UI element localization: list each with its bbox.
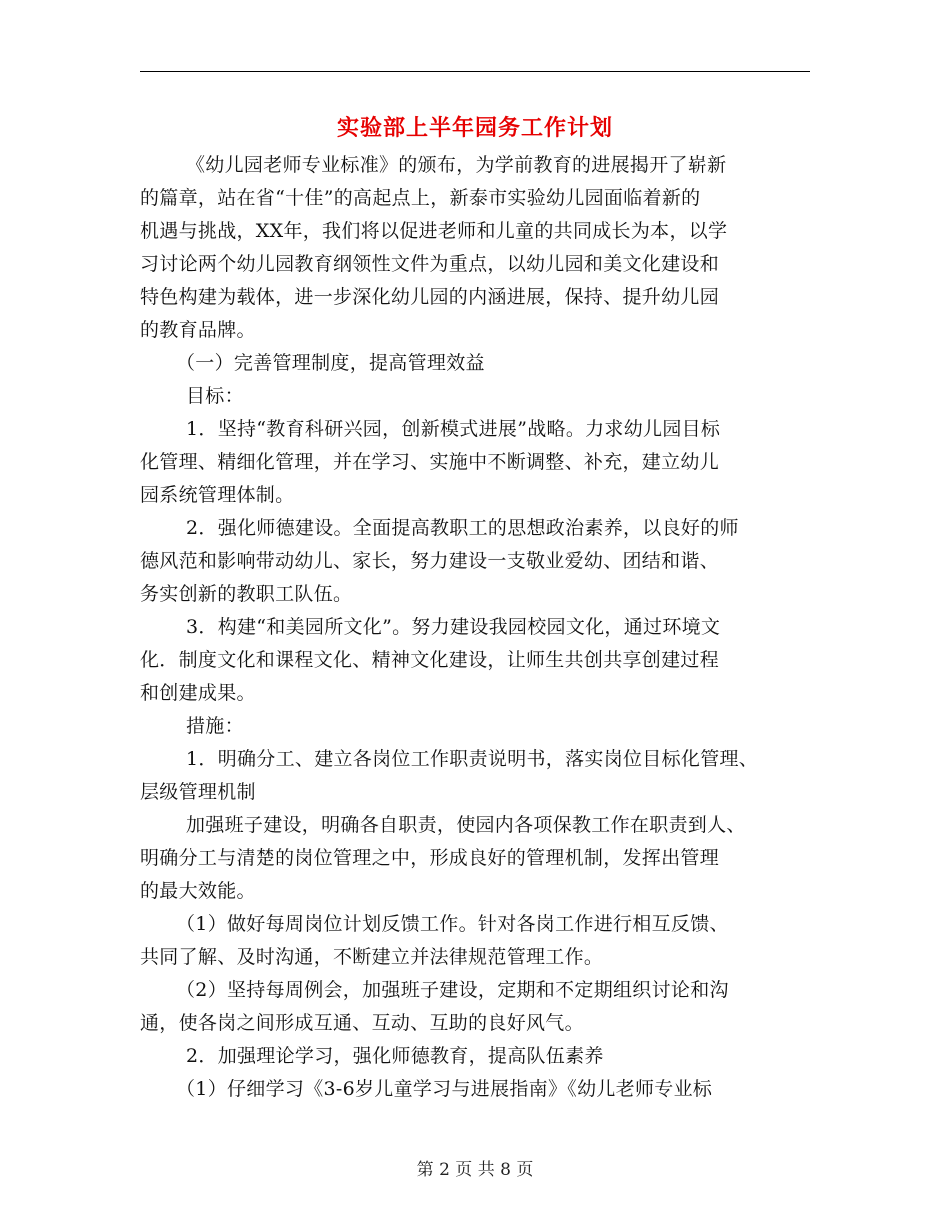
paragraph-line: 加强班子建设，明确各自职责，使园内各项保教工作在职责到人、 [186,814,746,836]
paragraph-line: 务实创新的教职工队伍。 [140,583,353,605]
paragraph-line: 2．加强理论学习，强化师德教育，提高队伍素养 [186,1045,604,1067]
paragraph-line: 的教育品牌。 [140,319,256,341]
paragraph-line: 化．制度文化和课程文化、精神文化建设，让师生共创共享创建过程 [140,649,720,671]
paragraph-line: 化管理、精细化管理，并在学习、实施中不断调整、补充，建立幼儿 [140,451,720,473]
paragraph-line: 3．构建“和美园所文化”。努力建设我园校园文化，通过环境文 [186,616,721,638]
page-number-footer: 第 2 页 共 8 页 [416,1160,534,1180]
paragraph-line: 2．强化师德建设。全面提高教职工的思想政治素养，以良好的师 [186,517,739,539]
paragraph-line: （2）坚持每周例会，加强班子建设，定期和不定期组织讨论和沟 [176,979,729,1001]
paragraph-line: 德风范和影响带动幼儿、家长，努力建设一支敬业爱幼、团结和谐、 [140,550,720,572]
section-heading: （一）完善管理制度，提高管理效益 [176,352,485,374]
paragraph-line: 的篇章，站在省“十佳”的高起点上，新泰市实验幼儿园面临着新的 [140,187,701,209]
document-title: 实验部上半年园务工作计划 [336,116,613,141]
paragraph-line: 和创建成果。 [140,682,256,704]
paragraph-line: 1．坚持“教育科研兴园，创新模式进展”战略。力求幼儿园目标 [186,418,721,440]
paragraph-line: 层级管理机制 [140,781,256,803]
paragraph-line: 明确分工与清楚的岗位管理之中，形成良好的管理机制，发挥出管理 [140,847,720,869]
paragraph-line: 通，使各岗之间形成互通、互动、互助的良好风气。 [140,1012,584,1034]
subheading-goals: 目标： [186,385,244,407]
paragraph-line: 特色构建为载体，进一步深化幼儿园的内涵进展，保持、提升幼儿园 [140,286,720,308]
header-rule [140,71,810,72]
paragraph-line: 《幼儿园老师专业标准》的颁布，为学前教育的进展揭开了崭新 [186,154,727,176]
subheading-measures: 措施： [186,715,244,737]
paragraph-line: 机遇与挑战，XX年，我们将以促进老师和儿童的共同成长为本，以学 [140,220,728,242]
paragraph-line: 的最大效能。 [140,880,256,902]
paragraph-line: 习讨论两个幼儿园教育纲领性文件为重点，以幼儿园和美文化建设和 [140,253,720,275]
paragraph-line: 1．明确分工、建立各岗位工作职责说明书，落实岗位目标化管理、 [186,748,759,770]
paragraph-line: （1）做好每周岗位计划反馈工作。针对各岗工作进行相互反馈、 [176,913,729,935]
paragraph-line: （1）仔细学习《3-6岁儿童学习与进展指南》《幼儿老师专业标 [176,1078,713,1100]
paragraph-line: 园系统管理体制。 [140,484,295,506]
paragraph-line: 共同了解、及时沟通，不断建立并法律规范管理工作。 [140,946,604,968]
